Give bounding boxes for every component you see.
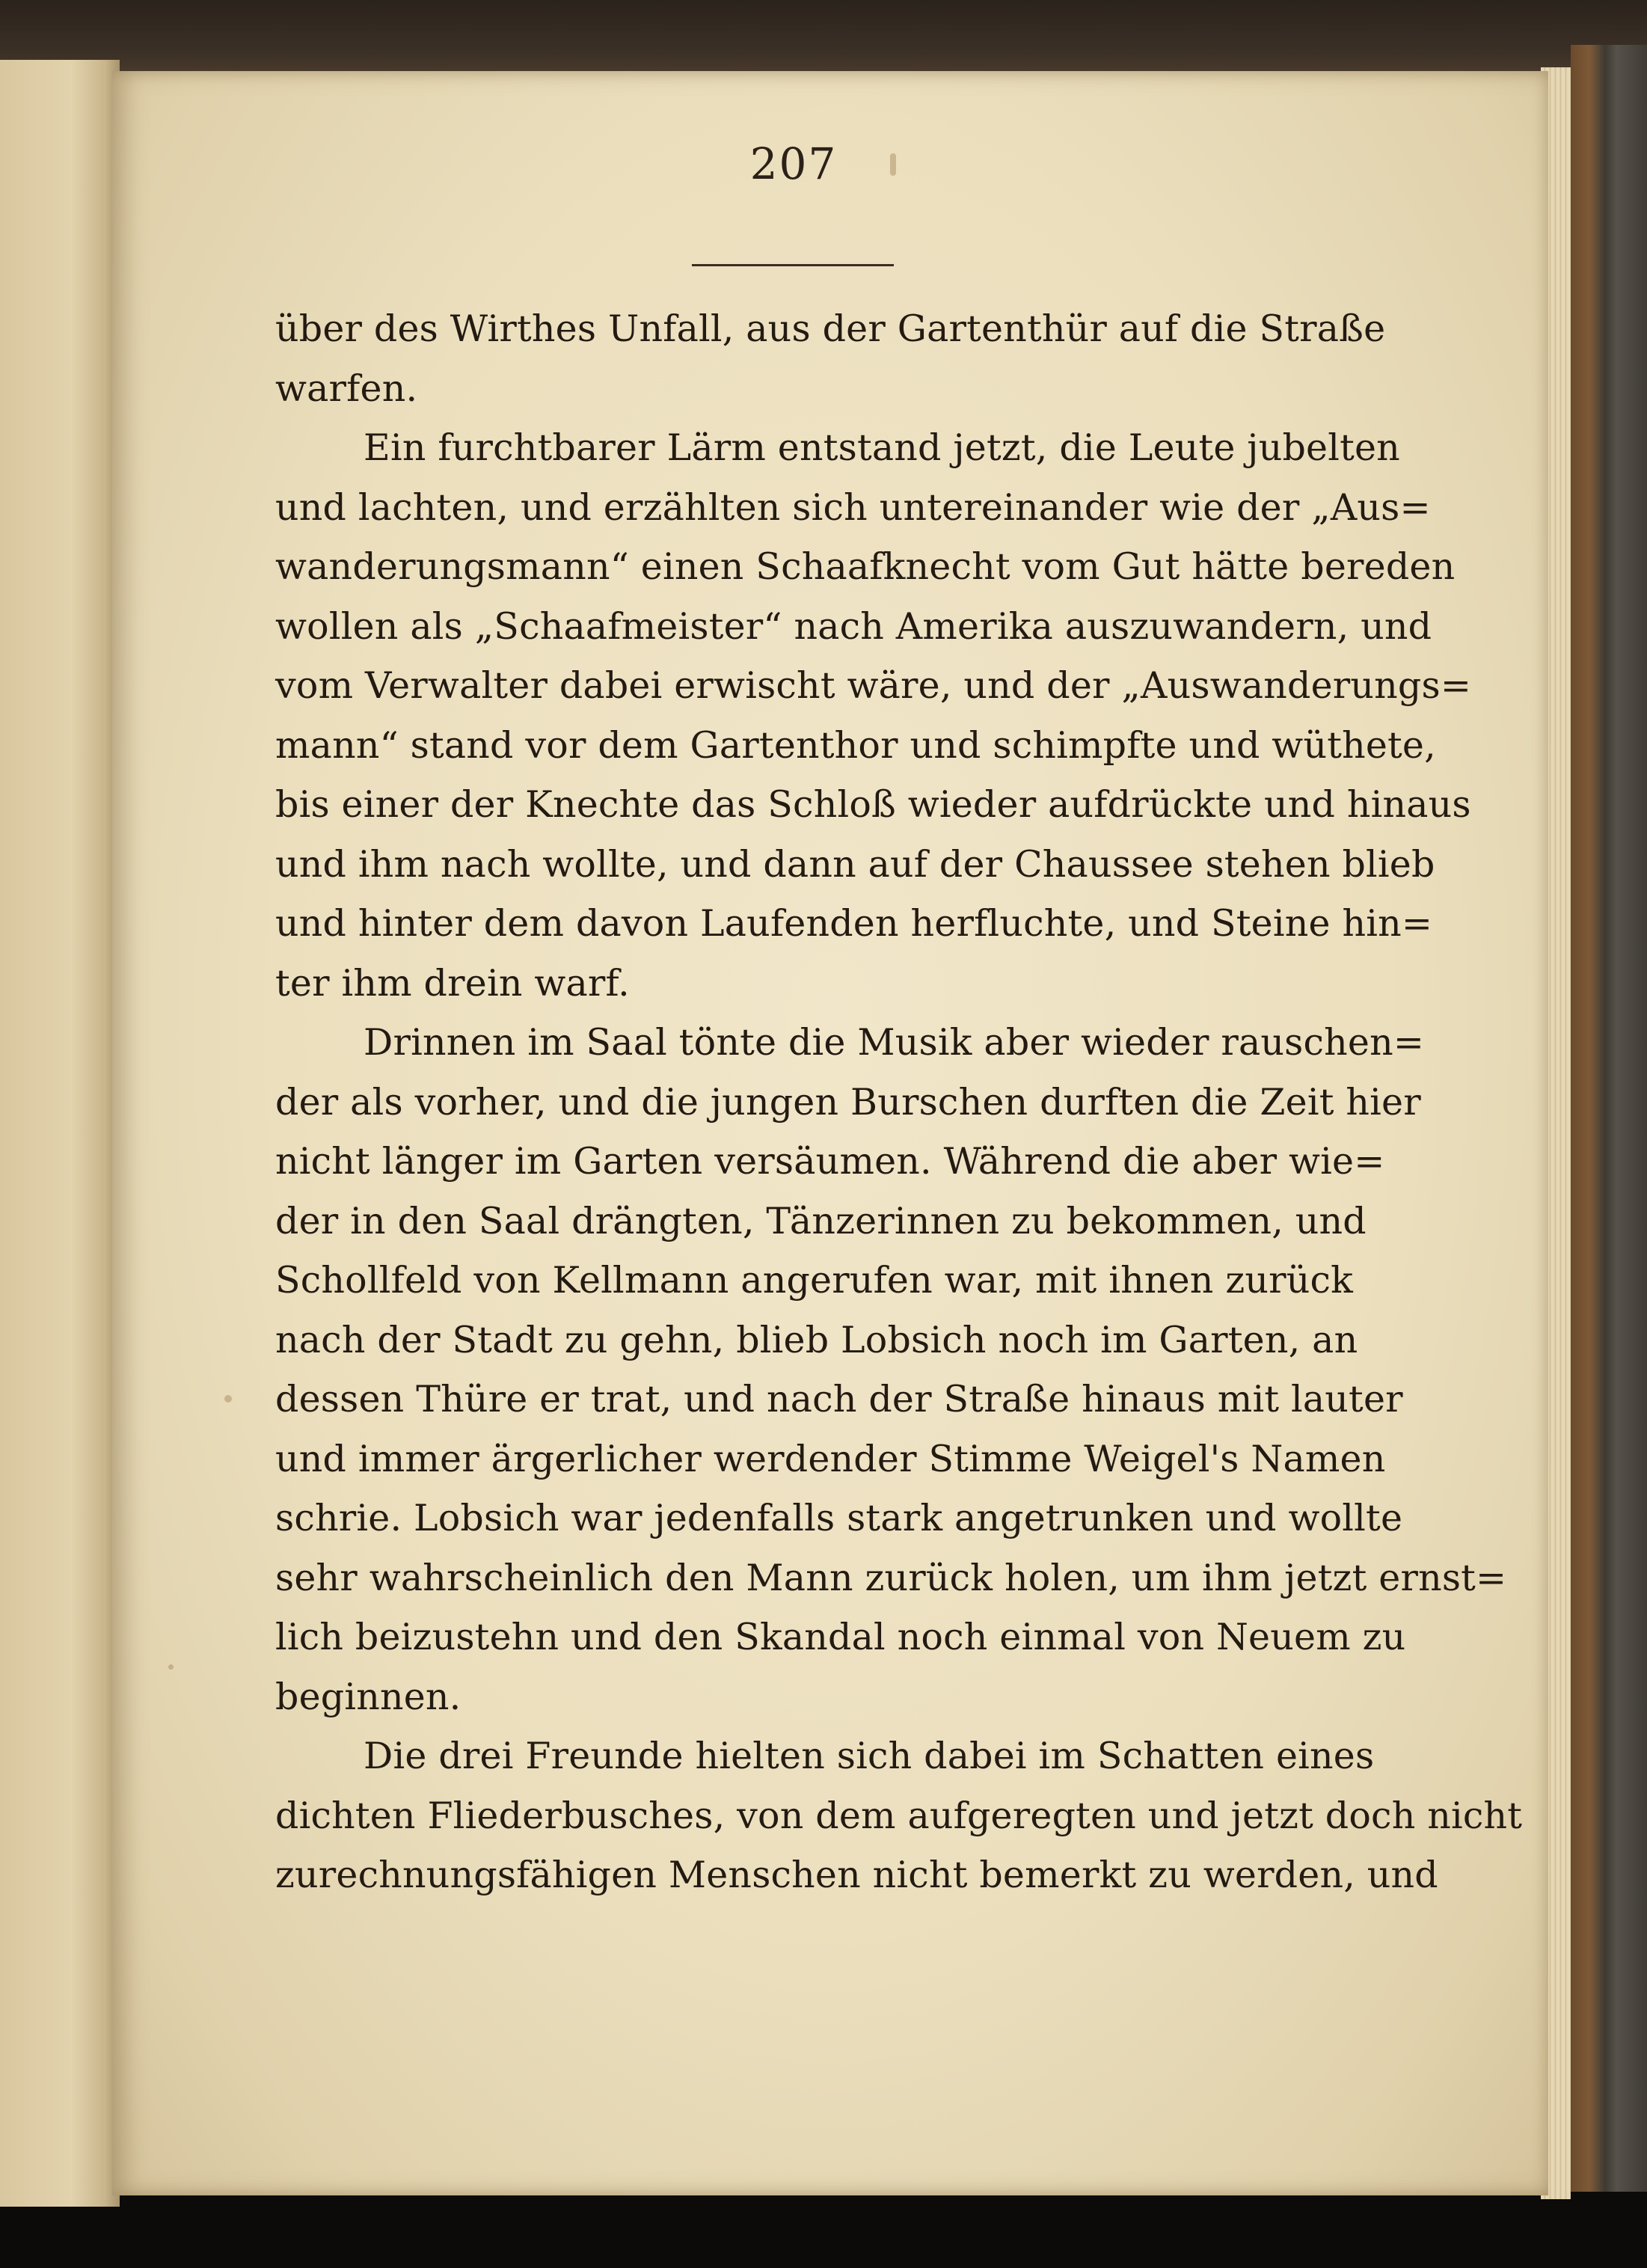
text-line: dessen Thüre er trat, und nach der Straße hinaus mit lauter [275,1378,1403,1420]
text-line: Die drei Freunde hielten sich dabei im Schatten eines [364,1735,1375,1777]
foxing-spot [224,1395,232,1403]
text-line: zurechnungsfähigen Menschen nicht bemerkt zu werden, und [275,1854,1438,1896]
text-line: Ein furchtbarer Lärm entstand jetzt, die Leute jubelten [364,426,1400,469]
text-line: mann“ stand vor dem Gartenthor und schimpfte und wüthete, [275,723,1436,767]
book-cover-bottom-edge [0,2192,1647,2268]
text-line: sehr wahrscheinlich den Mann zurück holen, um ihm jetzt ernst= [275,1556,1507,1599]
header-rule [692,264,894,266]
foxing-spot [168,1664,174,1670]
text-line: bis einer der Knechte das Schloß wieder aufdrückte und hinaus [275,783,1471,826]
text-line: der in den Saal drängten, Tänzerinnen zu bekommen, und [275,1199,1367,1242]
text-line: vom Verwalter dabei erwischt wäre, und der „Auswanderungs= [275,664,1472,707]
text-line: wanderungsmann“ einen Schaafknecht vom Gut hätte bereden [275,545,1456,588]
text-line: schrie. Lobsich war jedenfalls stark angetrunken und wollte [275,1497,1403,1539]
text-line: ter ihm drein warf. [275,961,630,1005]
text-line: und ihm nach wollte, und dann auf der Chaussee stehen blieb [275,842,1435,886]
text-line: nicht länger im Garten versäumen. Während die aber wie= [275,1140,1385,1183]
text-line: warfen. [275,367,418,410]
text-line: Drinnen im Saal tönte die Musik aber wieder rauschen= [364,1021,1425,1064]
book-cover-top-edge [0,0,1647,75]
book-cover-right-edge [1571,45,1647,2214]
text-line: beginnen. [275,1675,461,1718]
text-line: lich beizustehn und den Skandal noch einmal von Neuem zu [275,1616,1406,1658]
text-line: nach der Stadt zu gehn, blieb Lobsich noch im Garten, an [275,1318,1358,1361]
page-number: 207 [749,138,838,189]
text-line: der als vorher, und die jungen Burschen durften die Zeit hier [275,1080,1421,1124]
body-text [275,299,1523,1905]
text-line: und immer ärgerlicher werdender Stimme Weigel's Namen [275,1437,1386,1480]
text-line: und hinter dem davon Laufenden herfluchte, und Steine hin= [275,902,1433,945]
text-line: wollen als „Schaafmeister“ nach Amerika auszuwandern, und [275,604,1432,648]
text-line: und lachten, und erzählten sich untereinander wie der „Aus= [275,485,1431,529]
facing-page-edge [0,60,120,2207]
text-line: dichten Fliederbusches, von dem aufgeregten und jetzt doch nicht [275,1794,1523,1837]
text-line: Schollfeld von Kellmann angerufen war, mit ihnen zurück [275,1259,1354,1302]
text-line: über des Wirthes Unfall, aus der Gartenthür auf die Straße [275,307,1386,350]
